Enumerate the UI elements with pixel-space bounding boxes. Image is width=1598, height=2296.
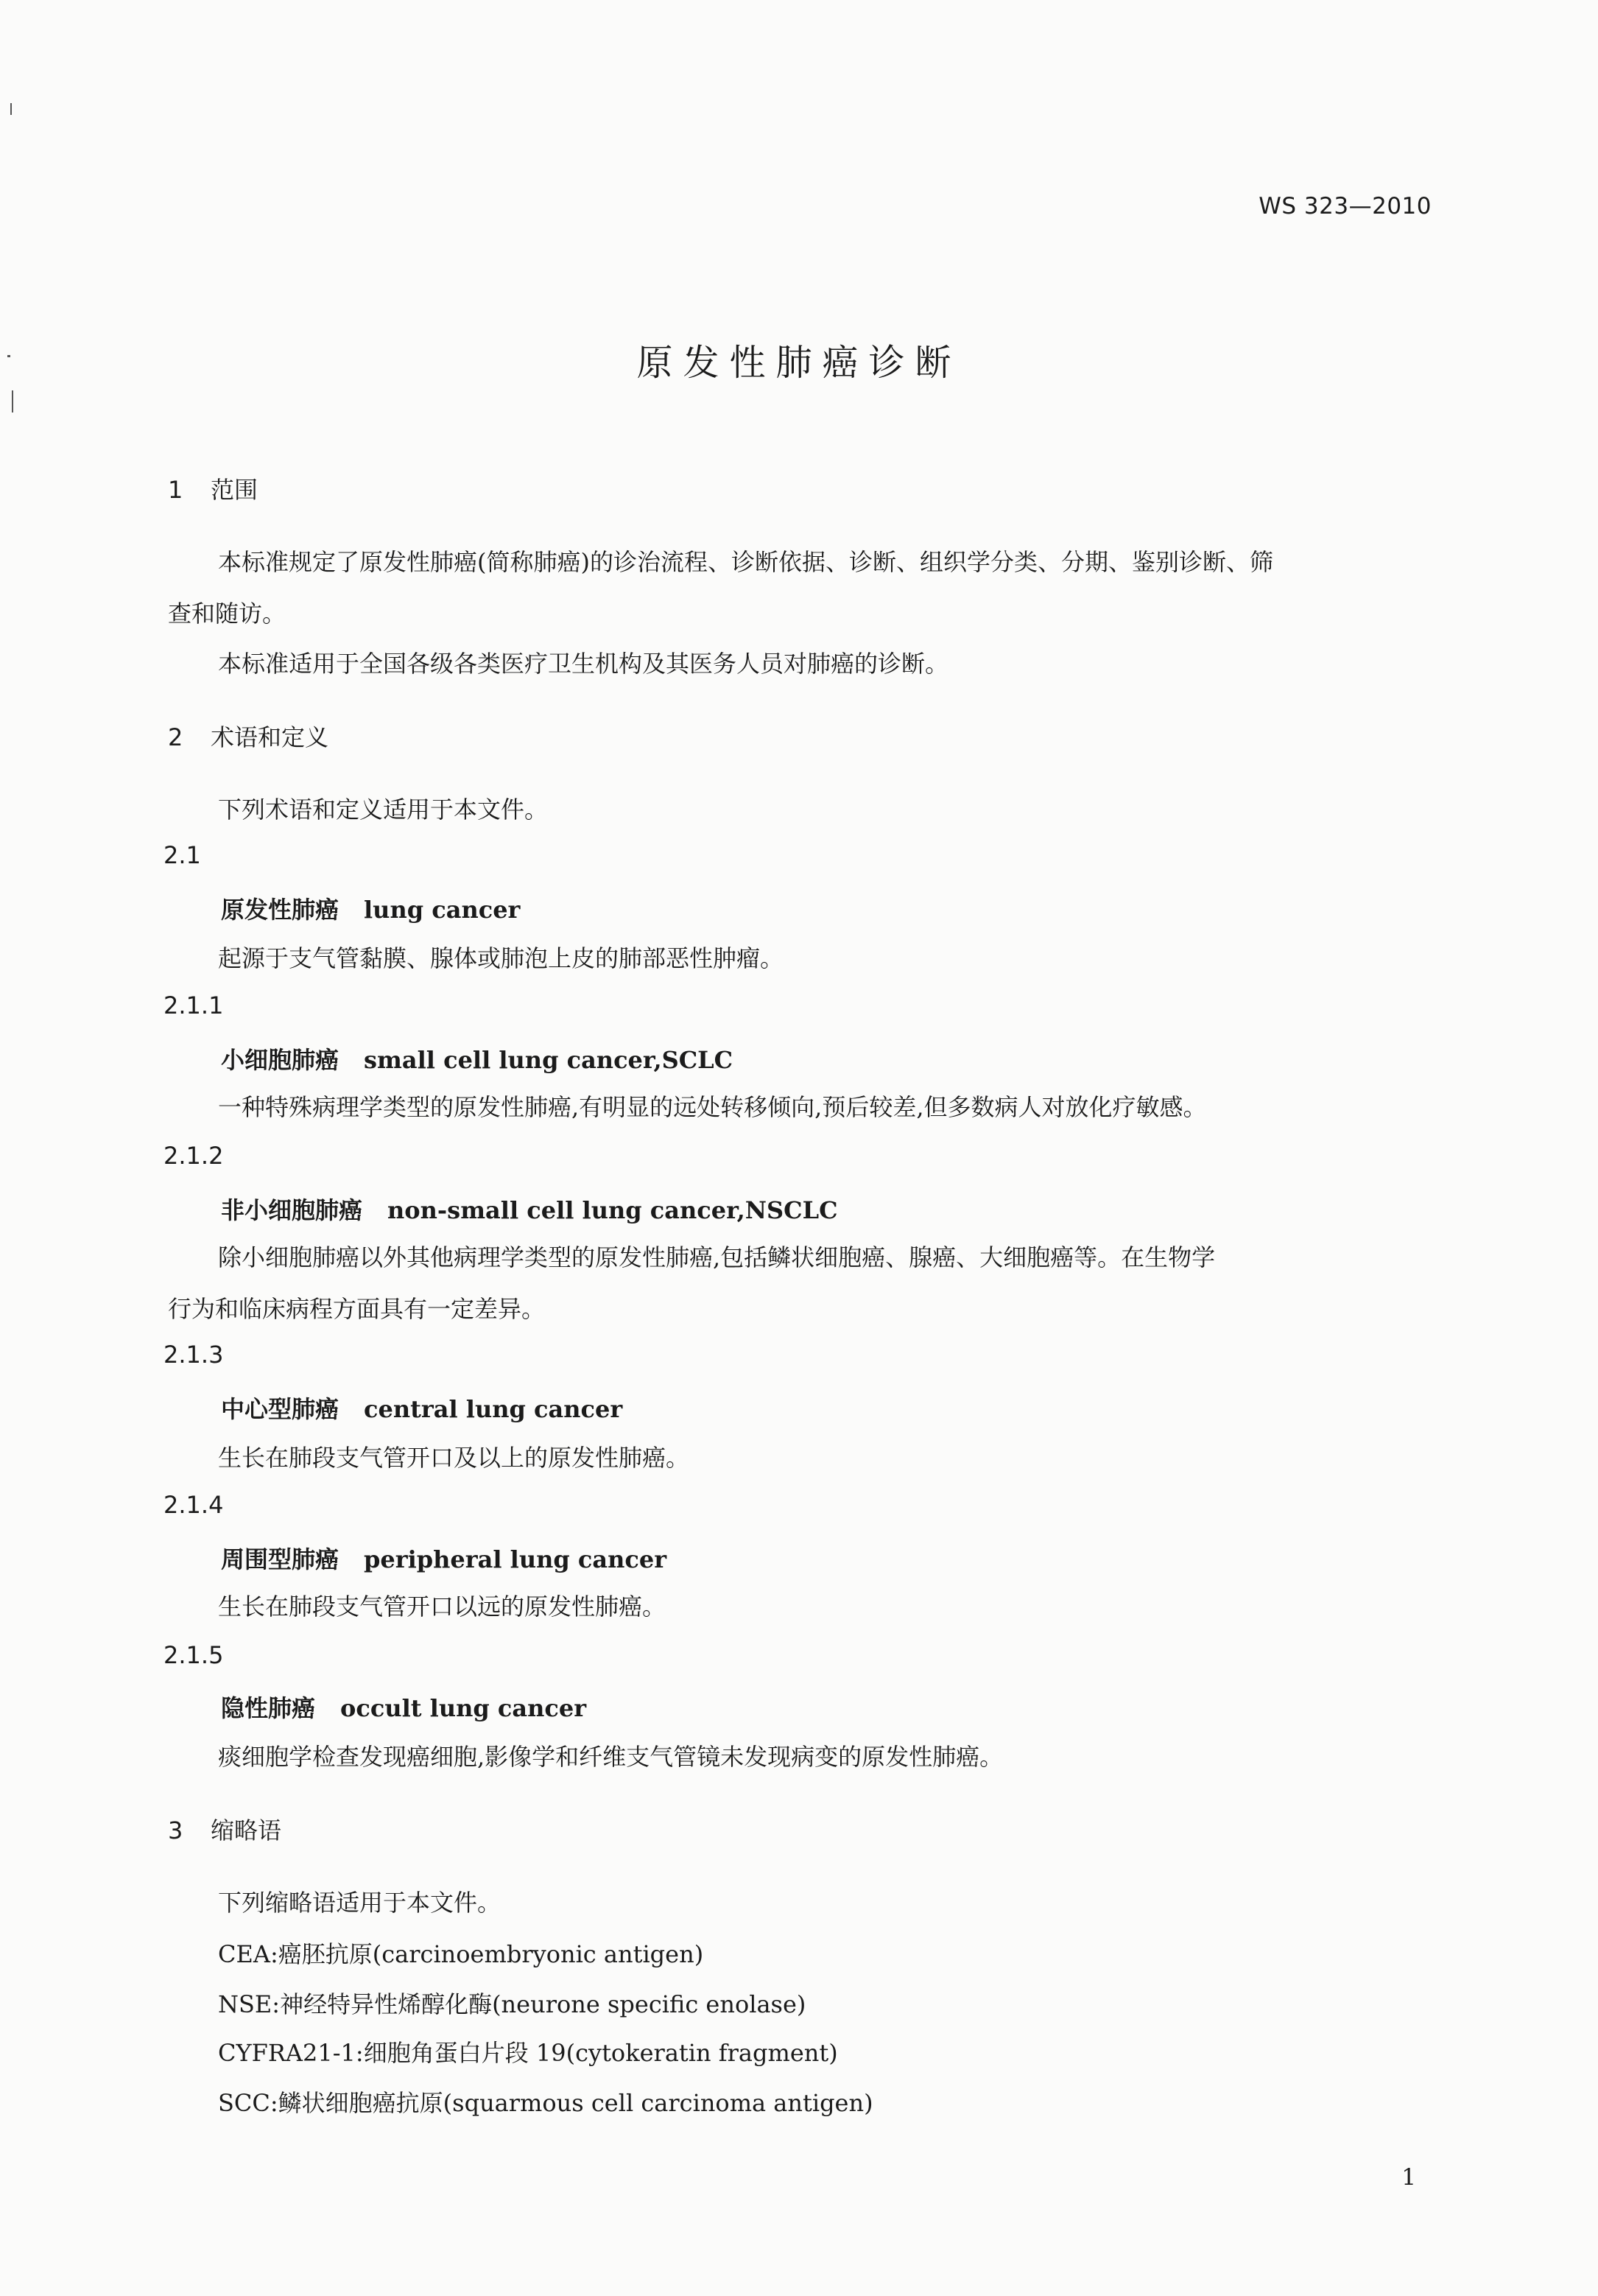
- term-chinese: 非小细胞肺癌: [221, 1196, 363, 1224]
- term-english: non-small cell lung cancer,NSCLC: [387, 1196, 838, 1224]
- scope-paragraph-2: 本标准适用于全国各级各类医疗卫生机构及其医务人员对肺癌的诊断。: [218, 650, 949, 678]
- term-chinese: 原发性肺癌: [221, 896, 339, 924]
- term-definition: 生长在肺段支气管开口及以上的原发性肺癌。: [218, 1444, 690, 1472]
- section-title: 范围: [211, 476, 258, 504]
- term-english: occult lung cancer: [340, 1694, 587, 1722]
- section-title: 缩略语: [211, 1816, 282, 1844]
- term-english: small cell lung cancer,SCLC: [364, 1046, 733, 1074]
- abbreviation-item: SCC:鳞状细胞癌抗原(squarmous cell carcinoma antigen): [218, 2089, 873, 2117]
- page-number: 1: [1401, 2164, 1416, 2191]
- term-english: peripheral lung cancer: [364, 1545, 667, 1573]
- section-number: 3: [168, 1816, 183, 1844]
- abbreviations-intro: 下列缩略语适用于本文件。: [218, 1889, 501, 1917]
- terms-intro: 下列术语和定义适用于本文件。: [218, 796, 549, 824]
- scope-paragraph-1-line-1: 本标准规定了原发性肺癌(简称肺癌)的诊治流程、诊断依据、诊断、组织学分类、分期、鉴别诊断、筛: [218, 548, 1273, 576]
- term-english: central lung cancer: [364, 1395, 623, 1423]
- term-heading: [221, 1391, 622, 1425]
- term-definition: 痰细胞学检查发现癌细胞,影像学和纤维支气管镜未发现病变的原发性肺癌。: [218, 1743, 1004, 1771]
- section-2-heading: [168, 719, 328, 753]
- term-english: lung cancer: [364, 896, 521, 924]
- term-heading: [221, 1541, 666, 1575]
- term-heading: [221, 891, 520, 925]
- clause-number: 2.1.3: [163, 1341, 224, 1369]
- scan-mark: [12, 390, 13, 412]
- clause-number: 2.1.4: [163, 1491, 224, 1519]
- section-3-heading: [168, 1812, 281, 1846]
- section-1-heading: [168, 471, 258, 505]
- term-definition: 起源于支气管黏膜、腺体或肺泡上皮的肺部恶性肿瘤。: [218, 944, 784, 972]
- term-chinese: 周围型肺癌: [221, 1545, 339, 1573]
- scope-paragraph-1-line-2: 查和随访。: [168, 600, 286, 628]
- scan-mark: [10, 103, 12, 115]
- term-chinese: 隐性肺癌: [221, 1694, 316, 1722]
- term-definition-line-1: 除小细胞肺癌以外其他病理学类型的原发性肺癌,包括鳞状细胞癌、腺癌、大细胞癌等。在生物学: [218, 1243, 1216, 1271]
- term-definition: 生长在肺段支气管开口以远的原发性肺癌。: [218, 1593, 666, 1621]
- term-definition-line-2: 行为和临床病程方面具有一定差异。: [168, 1295, 546, 1323]
- term-chinese: 小细胞肺癌: [221, 1046, 339, 1074]
- term-heading: [221, 1690, 586, 1724]
- section-number: 2: [168, 723, 183, 751]
- term-heading: [221, 1042, 733, 1075]
- section-title: 术语和定义: [211, 723, 329, 751]
- term-chinese: 中心型肺癌: [221, 1395, 339, 1423]
- clause-number: 2.1.2: [163, 1142, 224, 1170]
- abbreviation-item: NSE:神经特异性烯醇化酶(neurone specific enolase): [218, 1990, 806, 2018]
- term-heading: [221, 1192, 838, 1226]
- abbreviation-item: CEA:癌胚抗原(carcinoembryonic antigen): [218, 1940, 704, 1968]
- clause-number: 2.1.5: [163, 1641, 224, 1669]
- document-title: 原发性肺癌诊断: [636, 342, 962, 384]
- section-number: 1: [168, 476, 183, 504]
- clause-number: 2.1: [163, 841, 201, 869]
- clause-number: 2.1.1: [163, 991, 224, 1019]
- term-definition: 一种特殊病理学类型的原发性肺癌,有明显的远处转移倾向,预后较差,但多数病人对放化疗敏感。: [218, 1093, 1207, 1121]
- abbreviation-item: CYFRA21-1:细胞角蛋白片段 19(cytokeratin fragment): [218, 2039, 838, 2067]
- standard-code: WS 323—2010: [1259, 193, 1432, 220]
